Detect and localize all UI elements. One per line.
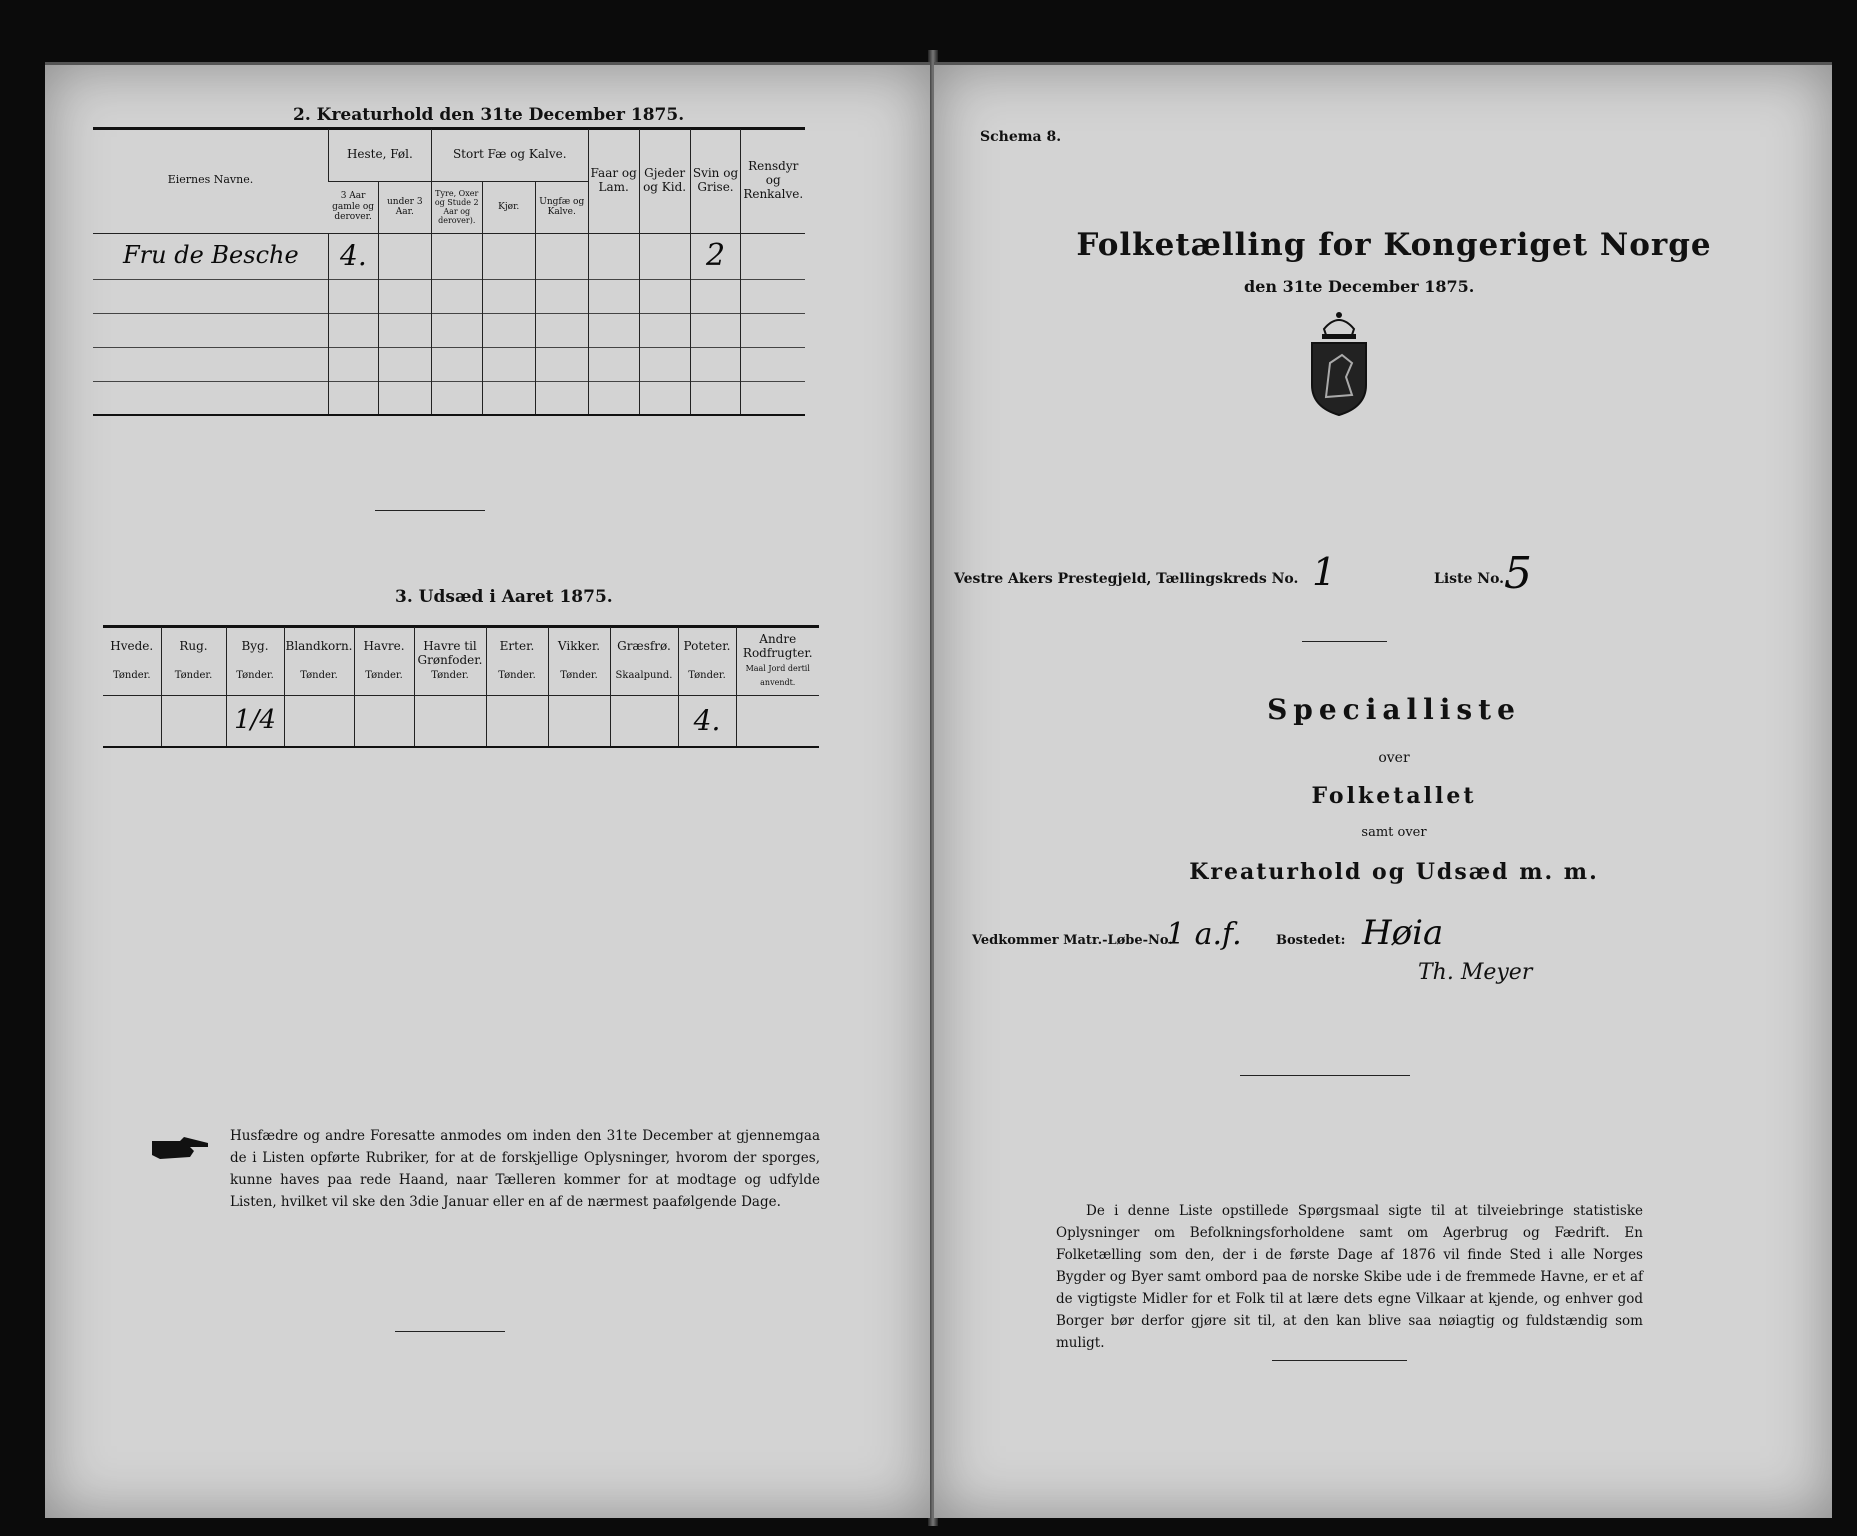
sowing-header-rye [161,627,226,695]
table-cell [378,381,431,415]
list-number: 5 [1504,548,1532,599]
crop-label: Andre Rodfrugter. [742,632,813,660]
table-cell [328,381,378,415]
separator-rule [375,510,485,511]
oats-value [354,695,414,747]
coat-of-arms-icon [1306,307,1372,417]
table-row [103,695,819,747]
table-cell [431,381,482,415]
pointing-hand-icon [150,1133,210,1163]
table-cell [588,347,639,381]
sowing-header-mixed-grain [284,627,354,695]
left-page [45,62,930,1518]
samt-over-label: samt over [1361,825,1427,840]
header-pigs: Svin og Grise. [690,129,741,233]
separator-rule [1240,1075,1410,1076]
unit-label: Tønder. [688,669,726,681]
table-cell [482,313,535,347]
potatoes-value: 4. [678,695,736,747]
table-cell [741,381,805,415]
header-cows: Kjør. [482,181,535,233]
horses-3plus-cell: 4. [328,233,378,279]
other-roots-value [736,695,819,747]
table-cell [690,313,741,347]
header-goats: Gjeder og Kid. [639,129,690,233]
table-cell [482,347,535,381]
table-cell [639,381,690,415]
unit-label: Tønder. [300,669,338,681]
sowing-header-potatoes [678,627,736,695]
sowing-header-peas [486,627,548,695]
census-date: den 31te December 1875. [1244,277,1475,296]
table-cell [535,279,588,313]
crop-label: Poteter. [683,639,731,654]
owner-name-cell: Fru de Besche [123,241,299,270]
district-number: 1 [1312,550,1337,594]
crop-label: Rug. [179,639,208,654]
sowing-header-vetch [548,627,610,695]
sowing-header-grass-seed [610,627,678,695]
census-title: Folketælling for Kongeriget Norge [1076,227,1712,263]
crop-label: Vikker. [557,639,601,654]
matr-value: 1 a.f. [1166,917,1242,952]
horses-under3-cell [378,233,431,279]
table-cell [535,381,588,415]
owner-name-cell [93,313,328,347]
vetch-value [548,695,610,747]
table-cell [535,347,588,381]
bosted-label: Bostedet: [1276,933,1346,948]
sowing-header-wheat [103,627,161,695]
table-cell [482,279,535,313]
unit-label: Tønder. [365,669,403,681]
peas-value [486,695,548,747]
signature: Th. Meyer [1418,960,1533,985]
crop-label: Erter. [499,639,535,654]
table-row [93,347,805,381]
table-cell [328,313,378,347]
header-cattle: Stort Fæ og Kalve. [431,129,588,181]
census-purpose-paragraph: De i denne Liste opstillede Spørgsmaal sigte til at tilveiebringe statistiske Oplysninger om Befolkningsforholdene samt om Agerbrug og Fædrift. En Folketælling som den, der i de første Dage af 1876 vil finde Sted i alle Norges Bygder og Byer samt ombord paa de norske Skibe ude i de fremmede Havne, er et af de vigtigste Midler for et Folk til at lære dets egne Vilkaar at kjende, og enhver god Borger bør derfor gjøre sit til, at den kan blive saa nøiagtig og fuldstændig som muligt. [1056,1203,1643,1351]
table-row [93,313,805,347]
table-cell [690,381,741,415]
table-cell [639,279,690,313]
sowing-header-barley [226,627,284,695]
parish-label: Vestre Akers Prestegjeld, Tællingskreds No. [954,571,1299,587]
table-cell [378,279,431,313]
rye-value [161,695,226,747]
separator-rule [1302,641,1387,642]
crop-label: Græsfrø. [617,639,671,654]
table-cell [378,313,431,347]
table-row [93,233,805,279]
folketallet-title: Folketallet [1311,783,1477,809]
table-cell [535,313,588,347]
sowing-header-oats [354,627,414,695]
owner-name-cell [93,381,328,415]
unit-label: Maal Jord dertil anvendt. [745,663,810,687]
unit-label: Tønder. [112,669,151,681]
crop-label: Hvede. [110,639,154,654]
header-reindeer: Rensdyr og Renkalve. [741,129,805,233]
sowing-header-other-roots [736,627,819,695]
barley-value: 1/4 [226,695,284,747]
table-cell [639,313,690,347]
bosted-value: Høia [1362,913,1444,953]
livestock-table [93,129,805,416]
header-horses-3plus: 3 Aar gamle og derover. [332,191,375,223]
notice-text: Husfædre og andre Foresatte anmodes om inden den 31te December at gjennemgaa de i Listen opførte Rubriker, for at de forskjellige Oplysninger, hvorom der sporges, kunne haves paa rede Haand, naar Tælleren kommer for at modtage og udfylde Listen, hvilket vil ske den 3die Januar eller en af de nærmest paafølgende Dage. [230,1128,820,1210]
separator-rule [395,1331,505,1332]
table-cell [328,347,378,381]
table-row [93,381,805,415]
livestock-body [93,233,805,415]
unit-label: Skaalpund. [615,669,673,681]
separator-rule [1272,1360,1407,1361]
table-row [93,279,805,313]
crop-label: Byg. [241,639,269,654]
wheat-value [103,695,161,747]
table-cell [690,347,741,381]
bulls-cell [431,233,482,279]
goats-cell [639,233,690,279]
unit-label: Tønder. [174,669,213,681]
green-fodder-value [414,695,486,747]
pigs-cell: 2 [690,233,741,279]
unit-label: Tønder. [431,669,469,681]
header-sheep: Faar og Lam. [588,129,639,233]
young-cattle-cell [535,233,588,279]
matr-label: Vedkommer Matr.-Løbe-No. [972,933,1173,948]
mixed-grain-value [284,695,354,747]
table-cell [588,381,639,415]
right-page [934,62,1832,1518]
sowing-section-title: 3. Udsæd i Aaret 1875. [395,587,613,607]
list-label: Liste No. [1434,571,1505,587]
table-cell [690,279,741,313]
table-cell [741,279,805,313]
header-bulls: Tyre, Oxer og Stude 2 Aar og derover). [431,181,482,233]
table-cell [741,347,805,381]
table-cell [431,279,482,313]
crop-label: Havre. [363,639,405,654]
unit-label: Tønder. [236,669,274,681]
table-cell [482,381,535,415]
crop-label: Blandkorn. [285,639,353,654]
unit-label: Tønder. [498,669,536,681]
livestock-sowing-title: Kreaturhold og Udsæd m. m. [1189,859,1599,885]
sowing-header-green-fodder [414,627,486,695]
owner-name-cell [93,279,328,313]
table-cell [378,347,431,381]
unit-label: Tønder. [560,669,598,681]
table-cell [588,279,639,313]
header-horses: Heste, Føl. [328,129,431,181]
schema-label: Schema 8. [980,129,1062,145]
grass-seed-value [610,695,678,747]
reindeer-cell [741,233,805,279]
sheep-cell [588,233,639,279]
cows-cell [482,233,535,279]
special-list-title: Specialliste [1267,693,1521,726]
table-cell [741,313,805,347]
crop-label: Havre til Grønfoder. [417,639,483,667]
table-cell [588,313,639,347]
header-young-cattle: Ungfæ og Kalve. [535,181,588,233]
header-horses-under3: under 3 Aar. [378,181,431,233]
sowing-table [103,627,819,748]
table-cell [431,347,482,381]
table-cell [431,313,482,347]
table-cell [639,347,690,381]
owner-name-cell [93,347,328,381]
table-cell [328,279,378,313]
livestock-section-title: 2. Kreaturhold den 31te December 1875. [293,105,685,125]
header-owner-names: Eiernes Navne. [167,173,254,187]
over-label: over [1378,750,1410,766]
